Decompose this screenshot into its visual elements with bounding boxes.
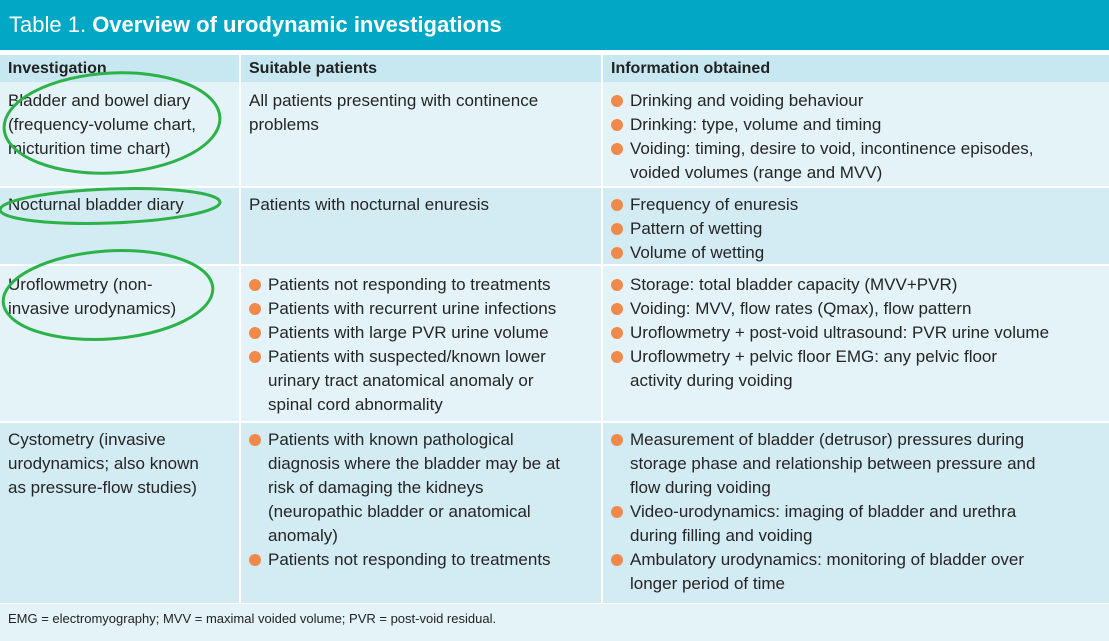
- list-item: [249, 297, 599, 321]
- cell-line: storage phase and relationship between pressure and: [630, 454, 1036, 473]
- bullet-icon: [249, 351, 261, 363]
- cell-line: Nocturnal bladder diary: [8, 195, 184, 214]
- cell-line: Ambulatory urodynamics: monitoring of bladder over: [630, 550, 1025, 569]
- cell-line: Storage: total bladder capacity (MVV+PVR): [630, 275, 958, 294]
- information-cell: [611, 428, 1106, 596]
- header-suitable-patients: Suitable patients: [249, 60, 378, 77]
- bullet-icon: [249, 554, 261, 566]
- cell-line: (neuropathic bladder or anatomical: [268, 502, 531, 521]
- cell-line: urinary tract anatomical anomaly or: [268, 371, 534, 390]
- cell-line: Patients not responding to treatments: [268, 550, 551, 569]
- cell-line: (frequency-volume chart,: [8, 115, 197, 134]
- bullet-icon: [611, 351, 623, 363]
- investigation-cell: [8, 428, 236, 500]
- information-cell: [611, 89, 1106, 185]
- cell-line: Patients with large PVR urine volume: [268, 323, 549, 342]
- cell-line: micturition time chart): [8, 139, 171, 158]
- table-number: Table 1.: [9, 12, 87, 37]
- bullet-icon: [611, 247, 623, 259]
- cell-line: problems: [249, 115, 319, 134]
- cell-line: Uroflowmetry + pelvic floor EMG: any pelvic floor: [630, 347, 998, 366]
- cell-line: longer period of time: [630, 574, 785, 593]
- cell-line: Volume of wetting: [630, 243, 765, 262]
- list-item: [611, 500, 1106, 548]
- list-item: [611, 89, 1106, 113]
- footnote: EMG = electromyography; MVV = maximal voided volume; PVR = post-void residual.: [0, 604, 1109, 641]
- cell-line: Video-urodynamics: imaging of bladder and urethra: [630, 502, 1017, 521]
- list-item: [249, 548, 599, 572]
- cell-line: Uroflowmetry + post-void ultrasound: PVR urine volume: [630, 323, 1050, 342]
- cell-line: Voiding: MVV, flow rates (Qmax), flow pattern: [630, 299, 972, 318]
- information-cell: [611, 193, 1106, 265]
- list-item: [611, 321, 1106, 345]
- list-item: [249, 273, 599, 297]
- cell-line: Drinking and voiding behaviour: [630, 91, 864, 110]
- investigation-cell: [8, 273, 236, 321]
- bullet-icon: [249, 303, 261, 315]
- bullet-icon: [611, 279, 623, 291]
- list-item: [611, 217, 1106, 241]
- list-item: [611, 241, 1106, 265]
- cell-line: Voiding: timing, desire to void, incontinence episodes,: [630, 139, 1034, 158]
- list-item: [611, 137, 1106, 185]
- patients-cell: [249, 428, 599, 572]
- bullet-icon: [611, 143, 623, 155]
- bullet-icon: [611, 327, 623, 339]
- table-heading: Overview of urodynamic investigations: [92, 12, 502, 37]
- patients-cell: [249, 273, 599, 417]
- bullet-icon: [249, 279, 261, 291]
- cell-line: risk of damaging the kidneys: [268, 478, 484, 497]
- investigation-cell: [8, 89, 236, 161]
- cell-line: Pattern of wetting: [630, 219, 763, 238]
- cell-line: Measurement of bladder (detrusor) pressures during: [630, 430, 1025, 449]
- column-divider: [239, 55, 241, 604]
- patients-cell: [249, 89, 599, 137]
- list-item: [611, 345, 1106, 393]
- header-row: [0, 55, 1109, 82]
- cell-line: Uroflowmetry (non-: [8, 275, 153, 294]
- list-item: [249, 345, 599, 417]
- cell-line: voided volumes (range and MVV): [630, 163, 883, 182]
- cell-line: Frequency of enuresis: [630, 195, 799, 214]
- cell-line: Patients with suspected/known lower: [268, 347, 546, 366]
- table-title: [0, 0, 1109, 50]
- header-investigation: Investigation: [8, 60, 107, 77]
- bullet-icon: [611, 95, 623, 107]
- cell-line: All patients presenting with continence: [249, 91, 539, 110]
- cell-line: Patients not responding to treatments: [268, 275, 551, 294]
- bullet-icon: [611, 434, 623, 446]
- cell-line: Cystometry (invasive: [8, 430, 166, 449]
- bullet-icon: [611, 223, 623, 235]
- cell-line: invasive urodynamics): [8, 299, 177, 318]
- bullet-icon: [611, 554, 623, 566]
- patients-cell: [249, 193, 599, 217]
- cell-line: during filling and voiding: [630, 526, 813, 545]
- bullet-icon: [611, 199, 623, 211]
- cell-line: anomaly): [268, 526, 338, 545]
- cell-line: Patients with nocturnal enuresis: [249, 195, 490, 214]
- list-item: [611, 428, 1106, 500]
- list-item: [611, 273, 1106, 297]
- cell-line: Bladder and bowel diary: [8, 91, 191, 110]
- cell-line: urodynamics; also known: [8, 454, 199, 473]
- cell-line: spinal cord abnormality: [268, 395, 443, 414]
- bullet-icon: [249, 327, 261, 339]
- cell-line: as pressure-flow studies): [8, 478, 197, 497]
- bullet-icon: [611, 506, 623, 518]
- row-divider: [0, 421, 1109, 423]
- header-information-obtained: Information obtained: [611, 60, 771, 77]
- information-cell: [611, 273, 1106, 393]
- list-item: [249, 428, 599, 548]
- column-divider: [601, 55, 603, 604]
- cell-line: Patients with known pathological: [268, 430, 514, 449]
- cell-line: Drinking: type, volume and timing: [630, 115, 882, 134]
- list-item: [611, 113, 1106, 137]
- list-item: [249, 321, 599, 345]
- list-item: [611, 548, 1106, 596]
- list-item: [611, 297, 1106, 321]
- cell-line: flow during voiding: [630, 478, 771, 497]
- cell-line: activity during voiding: [630, 371, 793, 390]
- cell-line: diagnosis where the bladder may be at: [268, 454, 561, 473]
- bullet-icon: [249, 434, 261, 446]
- cell-line: Patients with recurrent urine infections: [268, 299, 557, 318]
- investigation-cell: [8, 193, 236, 217]
- bullet-icon: [611, 303, 623, 315]
- list-item: [611, 193, 1106, 217]
- row-divider: [0, 186, 1109, 188]
- bullet-icon: [611, 119, 623, 131]
